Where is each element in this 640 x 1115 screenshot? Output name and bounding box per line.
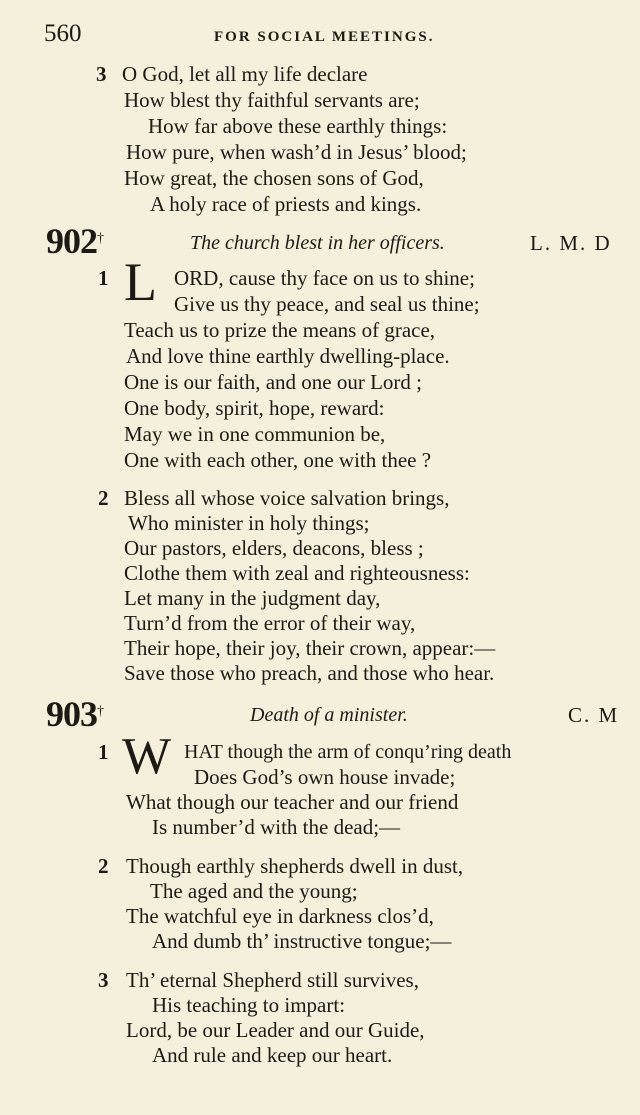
verse-line: Turn’d from the error of their way, <box>124 611 416 635</box>
stanza-number: 1 <box>98 266 109 290</box>
verse-line: Bless all whose voice salvation brings, <box>124 486 450 510</box>
running-title: FOR SOCIAL MEETINGS. <box>214 29 435 45</box>
verse-line: Our pastors, elders, deacons, bless ; <box>124 536 424 560</box>
page-number: 560 <box>44 20 82 47</box>
verse-line: Though earthly shepherds dwell in dust, <box>126 854 464 878</box>
hymn-number: 903† <box>46 694 103 734</box>
verse-line: One is our faith, and one our Lord ; <box>124 370 423 394</box>
stanza-number: 3 <box>96 62 107 86</box>
verse-line: Let many in the judgment day, <box>124 586 381 610</box>
verse-line: Save those who preach, and those who hear. <box>124 661 495 685</box>
verse-line: ORD, cause thy face on us to shine; <box>174 266 475 290</box>
verse-line: And rule and keep our heart. <box>152 1043 393 1067</box>
verse-line: O God, let all my life declare <box>122 62 368 86</box>
verse-line: Th’ eternal Shepherd still survives, <box>126 968 419 992</box>
hymn-meter: L. M. D <box>530 231 612 255</box>
verse-line: HAT though the arm of conqu’ring death <box>184 741 512 763</box>
verse-line: May we in one communion be, <box>124 422 386 446</box>
verse-line: And love thine earthly dwelling-place. <box>126 344 450 368</box>
drop-cap: L <box>124 252 157 312</box>
verse-line: And dumb th’ instructive tongue;— <box>152 929 452 953</box>
verse-line: How great, the chosen sons of God, <box>124 166 424 190</box>
hymn-mark: † <box>97 231 103 246</box>
verse-line: The aged and the young; <box>150 879 358 903</box>
verse-line: Their hope, their joy, their crown, appear:— <box>124 636 496 660</box>
hymn-meter: C. M <box>568 703 620 727</box>
stanza-number: 1 <box>98 740 109 764</box>
hymn-title: Death of a minister. <box>250 704 408 726</box>
hymn-title: The church blest in her officers. <box>190 232 445 254</box>
verse-line: Teach us to prize the means of grace, <box>124 318 436 342</box>
verse-line: Lord, be our Leader and our Guide, <box>126 1018 425 1042</box>
verse-line: How far above these earthly things: <box>148 114 448 138</box>
verse-line: A holy race of priests and kings. <box>150 192 422 216</box>
verse-line: Give us thy peace, and seal us thine; <box>174 292 480 316</box>
verse-line: Clothe them with zeal and righteousness: <box>124 561 470 585</box>
drop-cap: W <box>122 728 172 785</box>
verse-line: One with each other, one with thee ? <box>124 448 432 472</box>
verse-line: What though our teacher and our friend <box>126 790 459 814</box>
stanza-number: 3 <box>98 968 109 992</box>
page-header <box>44 20 604 50</box>
verse-line: How pure, when wash’d in Jesus’ blood; <box>126 140 467 164</box>
stanza-number: 2 <box>98 854 109 878</box>
verse-line: Who minister in holy things; <box>128 511 370 535</box>
verse-line: His teaching to impart: <box>152 993 346 1017</box>
verse-line: Does God’s own house invade; <box>194 765 456 789</box>
verse-line: Is number’d with the dead;— <box>152 815 401 839</box>
hymn-mark: † <box>97 704 103 719</box>
verse-line: One body, spirit, hope, reward: <box>124 396 385 420</box>
hymn-number: 902† <box>46 221 103 261</box>
verse-line: The watchful eye in darkness clos’d, <box>126 904 434 928</box>
verse-line: How blest thy faithful servants are; <box>124 88 420 112</box>
stanza-number: 2 <box>98 486 109 510</box>
